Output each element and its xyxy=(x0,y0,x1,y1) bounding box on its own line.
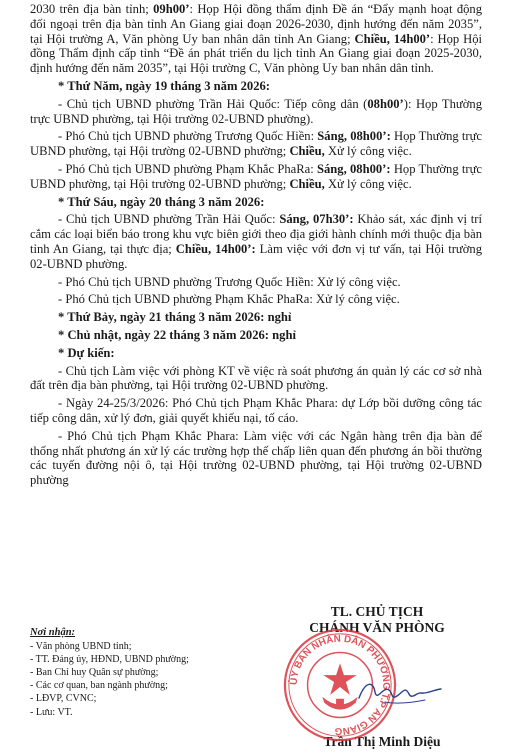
text-run: - Phó Chủ tịch UBND phường Trương Quốc Hiền: Xử lý công việc. xyxy=(58,274,401,289)
handwritten-signature-icon xyxy=(355,672,445,712)
bold-run: Chiều, 14h00’: xyxy=(175,241,256,256)
schedule-paragraph xyxy=(30,2,482,76)
text-run: : Họp Hội đồng Thẩm định cấp tỉnh “Đề án phát triển du lịch tỉnh An Giang giai đoạn 2025-2030, định hướng đến năm 2035”, tại Hội trường C, Văn phòng Uy ban nhân dân tỉnh. xyxy=(30,31,482,76)
day-heading xyxy=(30,195,482,210)
schedule-paragraph xyxy=(30,275,482,290)
schedule-paragraph xyxy=(30,429,482,488)
text-run: - Phó Chủ tịch UBND phường Phạm Khắc PhaRa: Xử lý công việc. xyxy=(58,292,400,307)
text-run: - Phó Chủ tịch UBND phường Phạm Khắc PhaRa: xyxy=(58,161,317,176)
schedule-paragraph xyxy=(30,364,482,394)
text-run: : Họp Hội đồng thẩm định Đề án “Đẩy mạnh hoạt động đối ngoại trên địa bàn tỉnh An Giang giai đoạn 2026-2030, định hướng đến năm 2035”, tại Hội trường A, Văn phòng Uy ban nhân dân tỉnh An Giang; xyxy=(30,2,483,46)
schedule-paragraph xyxy=(30,396,482,426)
schedule-paragraph xyxy=(30,129,482,159)
schedule-body xyxy=(30,2,482,491)
text-run: - Chủ tịch Làm việc với phòng KT về việc rà soát phương án quản lý các cơ sở nhà đất trên địa bàn phường, tại Hội trường 02-UBND phường. xyxy=(30,363,482,393)
day-heading xyxy=(30,328,482,343)
signer-name: Trần Thị Minh Diệu xyxy=(323,734,441,749)
recipients-block xyxy=(30,626,240,719)
day-heading xyxy=(30,346,482,361)
recipient-item: - Lưu: VT. xyxy=(30,706,73,718)
text-run: * Dự kiến: xyxy=(58,345,115,360)
text-run: Xử lý công việc. xyxy=(324,144,412,159)
svg-text:ỦY BAN NHÂN DÂN PHƯỜNG T.P AN: ỦY BAN NHÂN DÂN PHƯỜNG T.P AN GIANG xyxy=(288,633,392,737)
schedule-paragraph xyxy=(30,97,482,127)
day-heading xyxy=(30,79,482,94)
signer-position: CHÁNH VĂN PHÒNG xyxy=(309,620,445,635)
text-run: - Phó Chủ tịch Phạm Khắc Phara: Làm việc với các Ngân hàng trên địa bàn để thống nhất phương án xử lý các trường hợp thế chấp liên quan đến phương án bồi thường các tuyến đường nội ô, tại Hội trường 02-UBND phường, tại Hội trường 02-UBND phường xyxy=(30,428,482,488)
bold-run: Chiều, xyxy=(289,144,325,159)
text-run: ): Họp Thường trực UBND phường, tại Hội trường 02-UBND phường). xyxy=(30,96,482,126)
text-run: * Thứ Sáu, ngày 20 tháng 3 năm 2026: xyxy=(58,194,265,209)
text-run: * Chủ nhật, ngày 22 tháng 3 năm 2026: nghỉ xyxy=(58,327,296,342)
bold-run: 09h00’ xyxy=(153,2,190,16)
text-run: Làm việc với đơn vị tư vấn, tại Hội trường 02-UBND phường. xyxy=(30,241,482,271)
day-heading xyxy=(30,310,482,325)
text-run: * Thứ Năm, ngày 19 tháng 3 năm 2026: xyxy=(58,78,271,93)
schedule-paragraph xyxy=(30,292,482,307)
recipient-item: - LĐVP, CVNC; xyxy=(30,693,97,705)
recipient-item: - TT. Đảng ủy, HĐND, UBND phường; xyxy=(30,654,189,666)
bold-run: Sáng, 08h00’: xyxy=(317,129,391,144)
recipient-item: - Văn phòng UBND tỉnh; xyxy=(30,641,132,653)
text-run: Họp Thường trực UBND phường, tại Hội trường 02-UBND phường; xyxy=(30,161,482,191)
signer-authority: TL. CHỦ TỊCH xyxy=(330,604,424,619)
bold-run: Sáng, 08h00’: xyxy=(316,161,391,176)
text-run: - Ngày 24-25/3/2026: Phó Chủ tịch Phạm Khắc Phara: dự Lớp bồi dưỡng công tác tiếp công dân, xử lý đơn, giải quyết khiếu nại, tố cáo. xyxy=(30,396,482,425)
bold-run: Chiều, 14h00’ xyxy=(354,31,431,46)
bold-run: Sáng, 07h30’: xyxy=(279,212,354,227)
recipient-item: - Ban Chỉ huy Quân sự phường; xyxy=(30,667,159,679)
bold-run: Chiều, xyxy=(289,176,325,191)
text-run: 2030 trên địa bàn tỉnh; xyxy=(30,2,154,16)
text-run: * Thứ Bảy, ngày 21 tháng 3 năm 2026: nghỉ xyxy=(58,310,292,325)
schedule-paragraph xyxy=(30,162,482,192)
text-run: - Chủ tịch UBND phường Trần Hải Quốc: xyxy=(58,212,280,227)
text-run: Xử lý công việc. xyxy=(324,176,412,191)
text-run: Họp Thường trực UBND phường, tại Hội trường 02-UBND phường; xyxy=(30,129,482,159)
text-run: - Chủ tịch UBND phường Trần Hải Quốc: Tiếp công dân ( xyxy=(58,96,368,111)
text-run: - Phó Chủ tịch UBND phường Trương Quốc Hiền: xyxy=(58,129,318,144)
recipients-title: Nơi nhận: xyxy=(30,627,76,638)
schedule-paragraph xyxy=(30,212,482,271)
recipient-item: - Các cơ quan, ban ngành phường; xyxy=(30,680,168,692)
text-run: Khảo sát, xác định vị trí cắm các loại biển báo trong khu vực biên giới theo địa giới hành chính mới thuộc địa bàn tỉnh An Giang, tại thực địa; xyxy=(30,212,483,256)
bold-run: 08h00’ xyxy=(367,96,404,111)
